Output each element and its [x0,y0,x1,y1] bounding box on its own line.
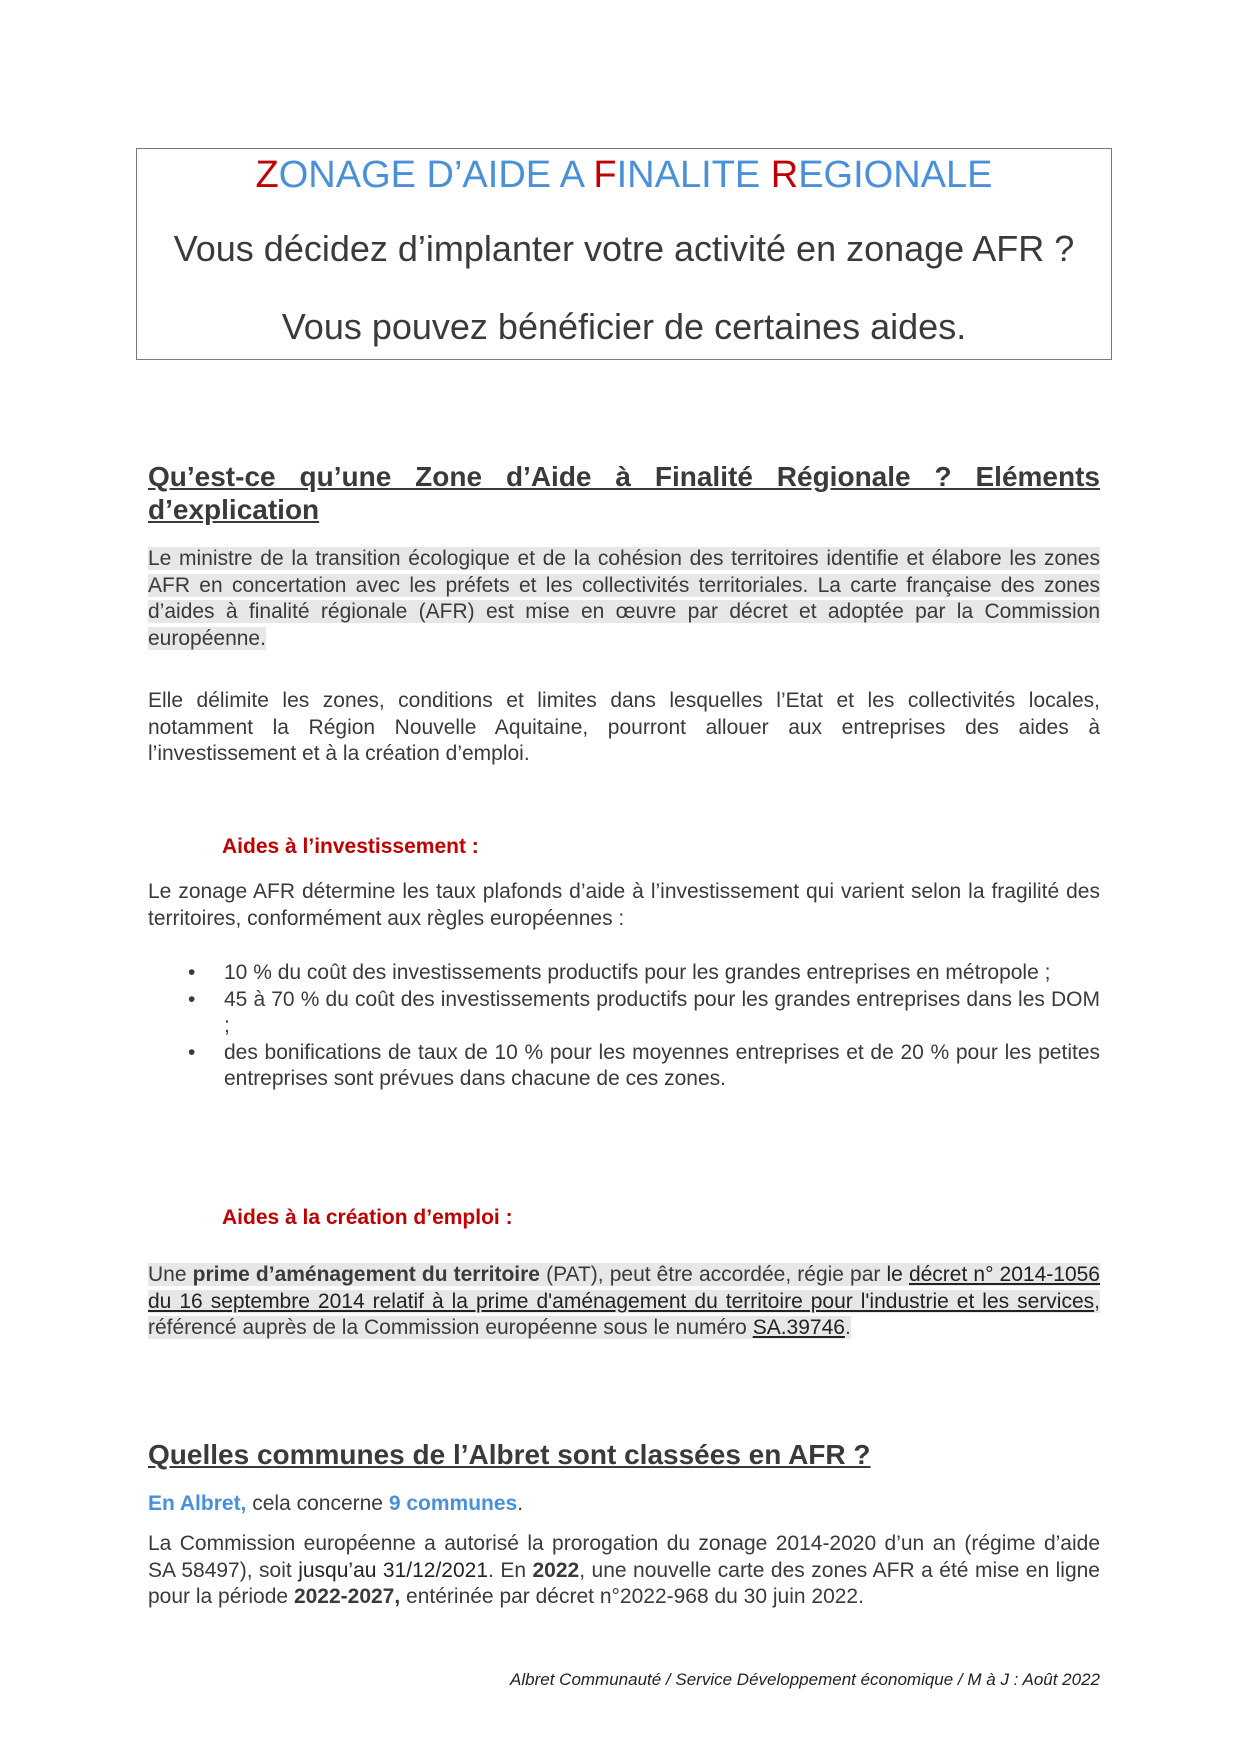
page-footer: Albret Communauté / Service Développement économique / M à J : Août 2022 [510,1670,1100,1689]
bullet-icon: • [188,961,196,984]
section2-heading [148,1438,1100,1471]
section2-period: 2022-2027, [293,1585,401,1608]
investment-intro [148,879,1100,932]
sa-number-link[interactable]: SA.39746 [752,1316,845,1339]
section1-heading-line1: Qu’est-ce qu’une Zone d’Aide à Finalité Régionale ? Eléments [148,461,1100,492]
list-item [148,1040,1100,1093]
list-item-text: des bonifications de taux de 10 % pour les moyennes entreprises et de 20 % pour les petites entreprises sont prévues dans chacune de ces zones. [224,1040,1100,1090]
section1-para2 [148,688,1100,768]
section2-heading-text: Quelles communes de l’Albret sont classées en AFR ? [148,1439,871,1470]
section2-text: cela concerne [246,1492,389,1515]
section2-para2 [148,1531,1100,1611]
title-box [136,148,1112,360]
section2-text: entérinée par décret n°2022-968 du 30 juin 2022. [400,1585,864,1608]
section2-text: . En [488,1558,533,1582]
employment-text: . [844,1316,851,1339]
section2-date: jusqu’au 31/12/2021 [298,1558,489,1582]
title-letter-f: F [593,154,617,196]
subtitle-question: Vous décidez d’implanter votre activité en zonage AFR ? [173,228,1075,269]
employment-para [148,1262,1100,1342]
section1-para1-text: Le ministre de la transition écologique et de la cohésion des territoires identifie et élabore les zones AFR en concertation avec les préfets et les collectivités territoriales. La carte française des zones d’aides à finalité régionale (AFR) est mise en œuvre par décret et adoptée par la Commission européenne. [148,547,1100,650]
investment-intro-text: Le zonage AFR détermine les taux plafonds d’aide à l’investissement qui varient selon la fragilité des territoires, conformément aux règles européennes : [148,880,1100,930]
list-item [148,960,1100,987]
investment-heading: Aides à l’investissement : [222,835,479,858]
list-item [148,987,1100,1040]
section2-text: La Commission européenne a autorisé la prorogation du zonage 2014-2020 d’un an (régime d’aide SA 58497), soit [148,1532,1100,1582]
communes-count: 9 communes [388,1492,518,1515]
bullet-icon: • [188,1040,196,1064]
decree-link[interactable]: décret n° 2014-1056 du 16 septembre 2014 relatif à la prime d'aménagement du territoire pour l'industrie et les services [148,1263,1100,1313]
section1-heading [148,460,1100,526]
investment-list [148,960,1100,1093]
employment-text: (PAT), peut être accordée, régie par [539,1263,887,1286]
title-letter-z: Z [255,154,279,196]
title-part: ONAGE D’AIDE A [278,154,594,196]
title-part: EGIONALE [798,154,993,196]
section2-text: . [517,1492,524,1515]
section2-text: , une nouvelle carte des zones AFR a été mise en ligne pour la période [148,1558,1100,1608]
albret-label: En Albret, [148,1492,247,1515]
bullet-icon: • [188,987,196,1011]
title-part: INALITE [616,154,771,196]
employment-heading: Aides à la création d’emploi : [222,1206,513,1229]
subtitle-benefit: Vous pouvez bénéficier de certaines aides. [281,306,967,347]
employment-text: , référencé auprès de la Commission européenne sous le numéro [148,1289,1100,1339]
section1-heading-line2: d’explication [148,494,320,525]
section2-year: 2022 [532,1558,580,1582]
list-item-text: 10 % du coût des investissements productifs pour les grandes entreprises en métropole ; [224,961,1051,984]
pat-term: prime d’aménagement du territoire [192,1263,540,1286]
title-letter-r: R [770,154,799,196]
employment-text: le [886,1263,909,1286]
section2-line1 [148,1491,1100,1518]
section1-para2-text: Elle délimite les zones, conditions et limites dans lesquelles l’Etat et les collectivités locales, notamment la Région Nouvelle Aquitaine, pourront allouer aux entreprises des aides à l’investissement et à la création d’emploi. [148,689,1100,765]
list-item-text: 45 à 70 % du coût des investissements productifs pour les grandes entreprises dans les DOM ; [224,987,1100,1037]
page-title [137,151,1111,199]
employment-text: Une [148,1263,193,1286]
section1-para1 [148,546,1100,652]
